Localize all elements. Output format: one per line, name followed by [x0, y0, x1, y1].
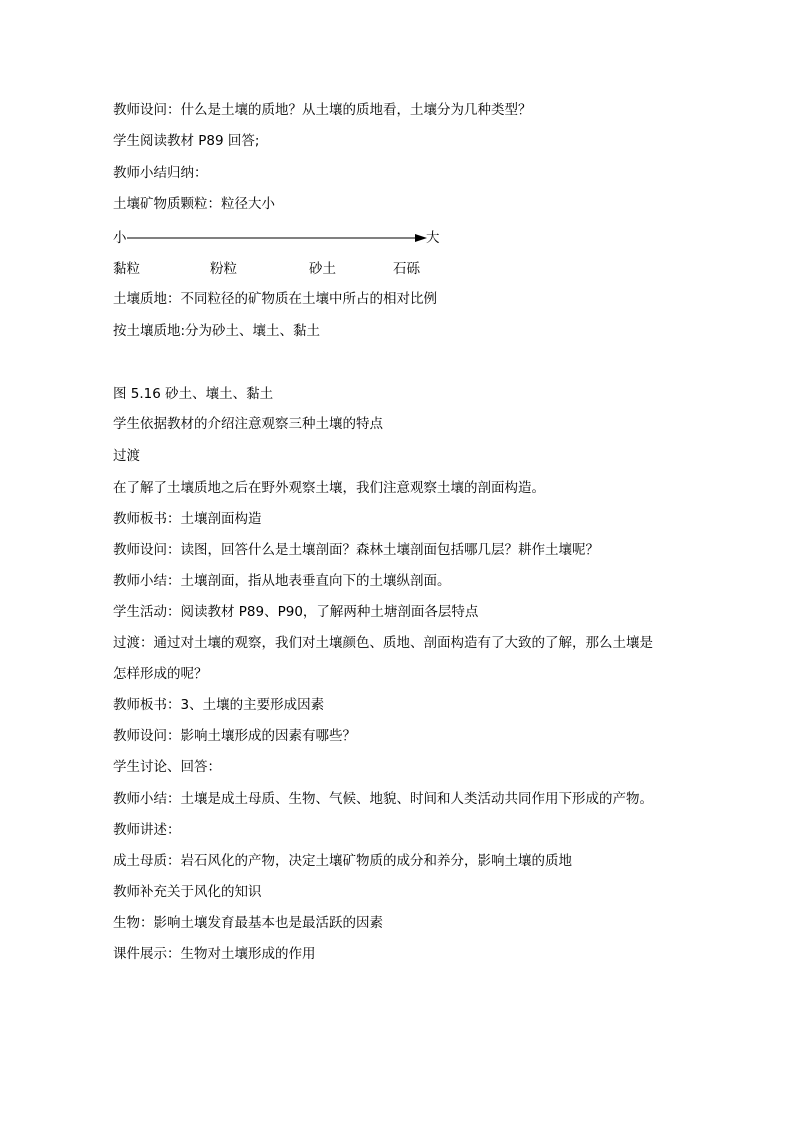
- text-line: 学生活动：阅读教材 P89、P90，了解两种土塘剖面各层特点: [113, 604, 479, 620]
- text-line: 教师补充关于风化的知识: [113, 884, 262, 900]
- text-line: 学生讨论、回答：: [113, 759, 221, 775]
- text-line: 土壤质地：不同粒径的矿物质在土壤中所占的相对比例: [113, 291, 437, 307]
- text-line: 成土母质：岩石风化的产物，决定土壤矿物质的成分和养分，影响土壤的质地: [113, 853, 572, 869]
- text-line: 教师小结归纳：: [113, 165, 208, 181]
- text-line: 过渡: [113, 448, 140, 464]
- text-line: 教师板书：3、土壤的主要形成因素: [113, 697, 325, 713]
- arrow-right-icon: [127, 231, 427, 245]
- text-line: 教师设问：读图，回答什么是土壤剖面？森林土壤剖面包括哪几层？耕作土壤呢？: [113, 542, 599, 558]
- text-line: 课件展示：生物对土壤形成的作用: [113, 946, 316, 962]
- text-line: 教师设问：影响土壤形成的因素有哪些？: [113, 728, 356, 744]
- grain-label: 砂土: [309, 261, 336, 277]
- scale-small-label: 小: [113, 230, 127, 246]
- text-line: 教师讲述：: [113, 822, 181, 838]
- figure-caption: 图 5.16 砂土、壤土、黏土: [113, 386, 274, 402]
- text-line: 教师小结：土壤是成土母质、生物、气候、地貌、时间和人类活动共同作用下形成的产物。: [113, 791, 653, 807]
- grain-size-scale: [113, 228, 443, 248]
- grain-label: 粉粒: [210, 261, 237, 277]
- text-line: 过渡：通过对土壤的观察，我们对土壤颜色、质地、剖面构造有了大致的了解，那么土壤是: [113, 635, 653, 651]
- text-line: 土壤矿物质颗粒：粒径大小: [113, 196, 275, 212]
- grain-label: 石砾: [393, 261, 420, 277]
- text-line: 怎样形成的呢？: [113, 666, 208, 682]
- scale-large-label: 大: [426, 230, 440, 246]
- text-line: 教师板书：土壤剖面构造: [113, 511, 262, 527]
- text-line: 生物：影响土壤发育最基本也是最活跃的因素: [113, 915, 383, 931]
- grain-label: 黏粒: [113, 261, 140, 277]
- text-line: 学生依据教材的介绍注意观察三种土壤的特点: [113, 416, 383, 432]
- text-line: 在了解了土壤质地之后在野外观察土壤，我们注意观察土壤的剖面构造。: [113, 480, 545, 496]
- text-line: 教师小结：土壤剖面，指从地表垂直向下的土壤纵剖面。: [113, 573, 451, 589]
- text-line: 按土壤质地:分为砂土、壤土、黏土: [113, 323, 321, 339]
- text-line: 教师设问：什么是土壤的质地？从土壤的质地看，土壤分为几种类型？: [113, 102, 532, 118]
- text-line: 学生阅读教材 P89 回答;: [113, 133, 260, 149]
- grain-type-labels: [113, 259, 443, 279]
